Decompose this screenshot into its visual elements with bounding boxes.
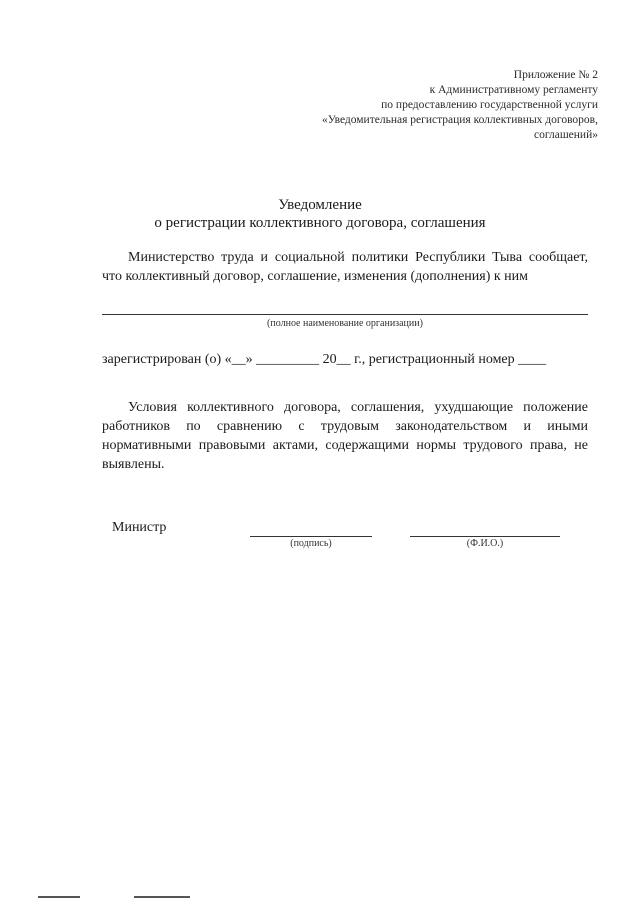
ministry-paragraph-text: Министерство труда и социальной политики Республики Тыва сообщает, что коллективный договор, соглашение, изменения (дополнения) к ним (102, 250, 588, 284)
conditions-paragraph-text: Условия коллективного договора, соглашения, ухудшающие положение работников по сравнению с трудовым законодательством и иными нормативными правовыми актами, содержащими нормы трудового права, не выявлены. (102, 400, 588, 472)
signature-line (250, 536, 372, 537)
registration-line: зарегистрирован (о) «__» _________ 20__ г., регистрационный номер ____ (102, 352, 547, 367)
signature-caption: (подпись) (290, 538, 332, 549)
document-subtitle: о регистрации коллективного договора, соглашения (154, 215, 486, 231)
appendix-line-2: к Административному регламенту (429, 84, 598, 96)
conditions-paragraph (102, 398, 588, 474)
appendix-line-3: по предоставлению государственной услуги (381, 99, 598, 111)
ministry-paragraph (102, 248, 588, 286)
appendix-line-1: Приложение № 2 (513, 69, 598, 81)
signature-block (0, 520, 640, 560)
fio-line (410, 536, 560, 537)
appendix-line-4: «Уведомительная регистрация коллективных договоров, (321, 114, 598, 126)
document-title: Уведомление (278, 197, 362, 213)
fio-caption: (Ф.И.О.) (466, 538, 504, 549)
scan-artifact-2 (134, 896, 190, 898)
appendix-header (238, 68, 598, 143)
scan-artifact-1 (38, 896, 80, 898)
minister-label: Министр (112, 520, 167, 535)
appendix-line-5: соглашений» (533, 129, 598, 141)
organization-name-caption: (полное наименование организации) (267, 318, 423, 329)
organization-name-line (102, 314, 588, 315)
